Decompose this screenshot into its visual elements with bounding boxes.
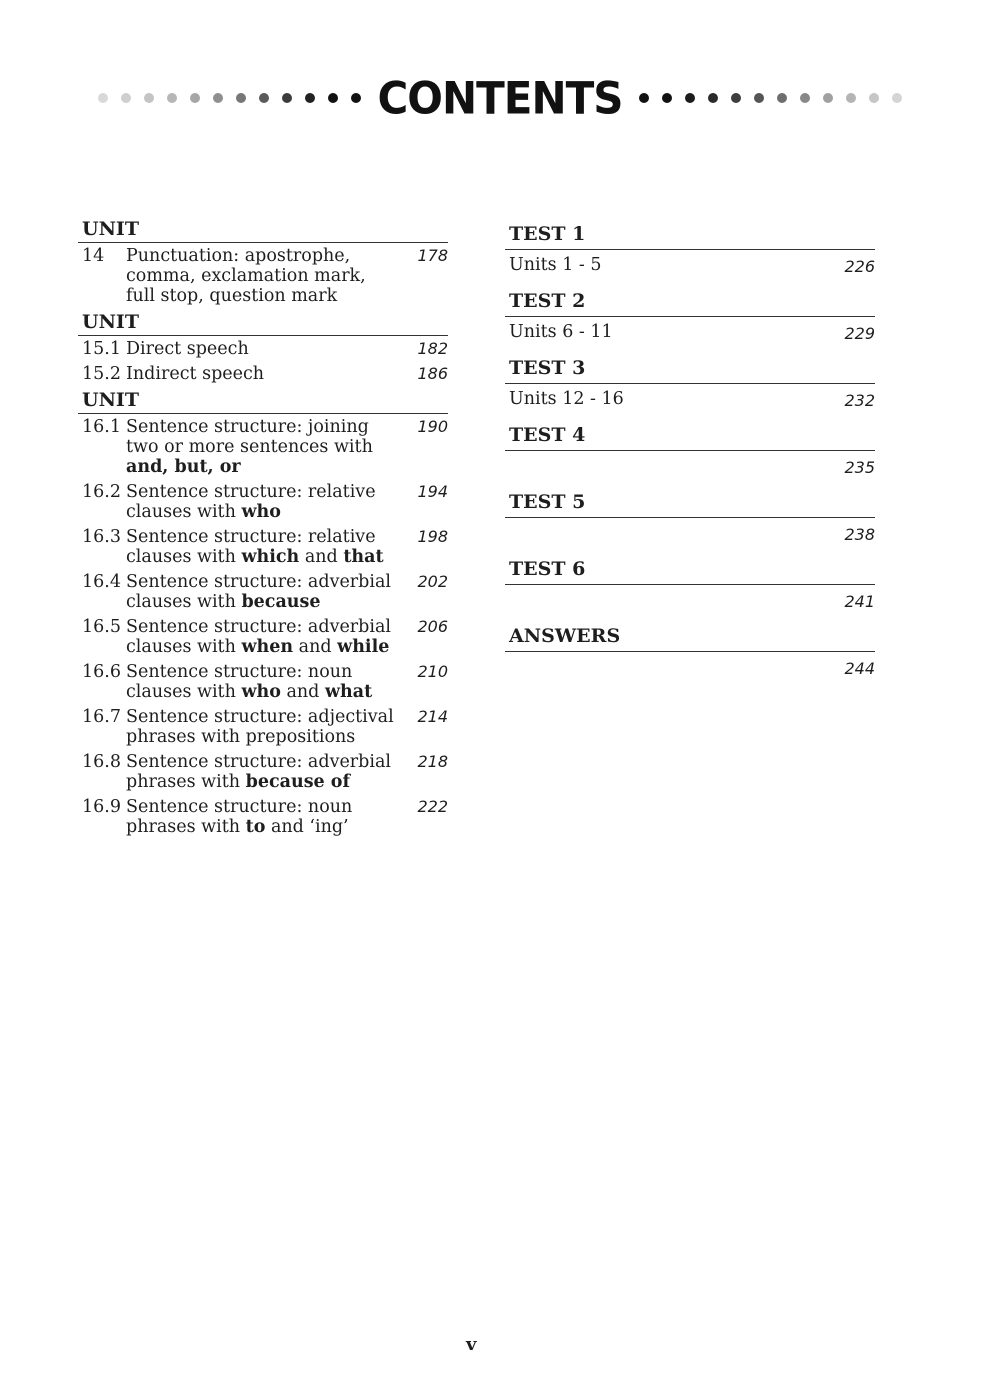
dot-icon <box>144 93 154 103</box>
entry-title: Punctuation: apostrophe, comma, exclamation mark, full stop, question mark <box>126 246 366 306</box>
section-heading-unit: UNIT <box>78 218 448 243</box>
test-entry[interactable] <box>505 424 875 479</box>
entry-title-mid: and ‘ing’ <box>265 817 349 837</box>
entry-title: Indirect speech <box>126 364 265 384</box>
entry-title <box>126 417 398 477</box>
entry-title-plain: Sentence structure: joining two or more sentences with <box>126 417 373 457</box>
entry-number: 16.9 <box>82 797 121 817</box>
answers-entry[interactable] <box>505 625 875 680</box>
entry-title <box>126 572 398 612</box>
dot-icon <box>708 93 718 103</box>
entry-title-plain: Sentence structure: adverbial clauses with <box>126 617 392 657</box>
entry-title-bold: because of <box>245 772 350 792</box>
entry-page: 206 <box>417 617 448 636</box>
toc-entry[interactable] <box>78 707 448 747</box>
entry-title-plain: Sentence structure: noun phrases with <box>126 797 353 837</box>
dot-icon <box>846 93 856 103</box>
test-label: Units 6 - 11 <box>509 322 613 342</box>
entry-number: 15.1 <box>82 339 121 359</box>
test-page: 238 <box>844 525 875 544</box>
entry-page: 222 <box>417 797 448 816</box>
test-entry[interactable] <box>505 290 875 345</box>
entry-page: 218 <box>417 752 448 771</box>
section-heading-unit: UNIT <box>78 311 448 336</box>
entry-title <box>126 482 398 522</box>
toc-entry[interactable] <box>78 527 448 567</box>
toc-entry[interactable] <box>78 797 448 837</box>
entry-number: 14 <box>82 246 105 266</box>
dot-icon <box>121 93 131 103</box>
entry-title-bold: when <box>241 637 294 657</box>
toc-entry[interactable] <box>78 482 448 522</box>
test-page: 226 <box>844 257 875 276</box>
entry-number: 16.8 <box>82 752 121 772</box>
dot-icon <box>328 93 338 103</box>
entry-title <box>126 752 398 792</box>
test-entry[interactable] <box>505 357 875 412</box>
entry-title-plain: Sentence structure: noun clauses with <box>126 662 353 702</box>
entry-title-mid: and <box>299 547 344 567</box>
dot-icon <box>731 93 741 103</box>
answers-page: 244 <box>844 659 875 678</box>
entry-title <box>126 797 398 837</box>
entry-title-bold: who <box>241 502 281 522</box>
entry-number: 16.5 <box>82 617 121 637</box>
test-label: Units 1 - 5 <box>509 255 602 275</box>
dot-icon <box>351 93 361 103</box>
dot-icon <box>869 93 879 103</box>
entry-title-mid: and <box>293 637 338 657</box>
answers-heading: ANSWERS <box>505 625 875 652</box>
section-heading-unit: UNIT <box>78 389 448 414</box>
dot-icon <box>98 93 108 103</box>
entry-title <box>126 662 398 702</box>
test-heading: TEST 2 <box>505 290 875 317</box>
page-title: CONTENTS <box>377 72 623 124</box>
units-column <box>78 218 448 842</box>
entry-title: Direct speech <box>126 339 249 359</box>
toc-entry[interactable] <box>78 364 448 384</box>
entry-number: 16.1 <box>82 417 121 437</box>
dot-icon <box>662 93 672 103</box>
toc-entry[interactable] <box>78 662 448 702</box>
dot-icon <box>190 93 200 103</box>
entry-page: 214 <box>417 707 448 726</box>
test-page: 232 <box>844 391 875 410</box>
dot-icon <box>259 93 269 103</box>
entry-page: 194 <box>417 482 448 501</box>
entry-title-plain: Sentence structure: relative clauses with <box>126 527 376 567</box>
entry-page: 198 <box>417 527 448 546</box>
toc-entry[interactable] <box>78 417 448 477</box>
page-number: v <box>466 1334 477 1355</box>
entry-title-bold: to <box>245 817 266 837</box>
toc-entry[interactable] <box>78 246 448 306</box>
entry-page: 210 <box>417 662 448 681</box>
test-entry[interactable] <box>505 491 875 546</box>
entry-number: 16.7 <box>82 707 121 727</box>
toc-entry[interactable] <box>78 572 448 612</box>
entry-number: 15.2 <box>82 364 121 384</box>
test-heading: TEST 6 <box>505 558 875 585</box>
test-page: 241 <box>844 592 875 611</box>
entry-number: 16.4 <box>82 572 121 592</box>
dot-icon <box>892 93 902 103</box>
test-entry[interactable] <box>505 223 875 278</box>
entry-title <box>126 617 398 657</box>
test-heading: TEST 5 <box>505 491 875 518</box>
test-heading: TEST 1 <box>505 223 875 250</box>
entry-title-bold: while <box>337 637 390 657</box>
decorative-dots-left <box>91 93 367 103</box>
entry-page: 178 <box>417 246 448 265</box>
entry-title-bold: that <box>343 547 384 567</box>
test-label: Units 12 - 16 <box>509 389 624 409</box>
dot-icon <box>213 93 223 103</box>
dot-icon <box>167 93 177 103</box>
dot-icon <box>282 93 292 103</box>
entry-page: 186 <box>417 364 448 383</box>
dot-icon <box>639 93 649 103</box>
entry-title-mid: and <box>280 682 325 702</box>
contents-header <box>60 68 940 128</box>
tests-column <box>505 223 875 692</box>
entry-number: 16.6 <box>82 662 121 682</box>
decorative-dots-right <box>633 93 909 103</box>
test-heading: TEST 3 <box>505 357 875 384</box>
entry-number: 16.2 <box>82 482 121 502</box>
entry-title-bold: and, but, or <box>126 457 241 477</box>
dot-icon <box>236 93 246 103</box>
entry-page: 202 <box>417 572 448 591</box>
entry-title-bold: because <box>241 592 321 612</box>
test-heading: TEST 4 <box>505 424 875 451</box>
dot-icon <box>823 93 833 103</box>
toc-entry[interactable] <box>78 752 448 792</box>
toc-entry[interactable] <box>78 617 448 657</box>
entry-title-plain: Sentence structure: adverbial phrases with <box>126 752 392 792</box>
entry-title <box>126 527 398 567</box>
entry-page: 182 <box>417 339 448 358</box>
entry-number: 16.3 <box>82 527 121 547</box>
dot-icon <box>754 93 764 103</box>
entry-title-plain: Sentence structure: adverbial clauses with <box>126 572 392 612</box>
entry-title: Sentence structure: adjectival phrases with prepositions <box>126 707 394 747</box>
test-entry[interactable] <box>505 558 875 613</box>
entry-title-plain: Sentence structure: relative clauses with <box>126 482 376 522</box>
dot-icon <box>800 93 810 103</box>
test-page: 229 <box>844 324 875 343</box>
dot-icon <box>777 93 787 103</box>
entry-title-bold: who <box>241 682 281 702</box>
entry-page: 190 <box>417 417 448 436</box>
dot-icon <box>305 93 315 103</box>
dot-icon <box>685 93 695 103</box>
toc-entry[interactable] <box>78 339 448 359</box>
entry-title-bold: which <box>241 547 300 567</box>
test-page: 235 <box>844 458 875 477</box>
entry-title-bold: what <box>324 682 373 702</box>
